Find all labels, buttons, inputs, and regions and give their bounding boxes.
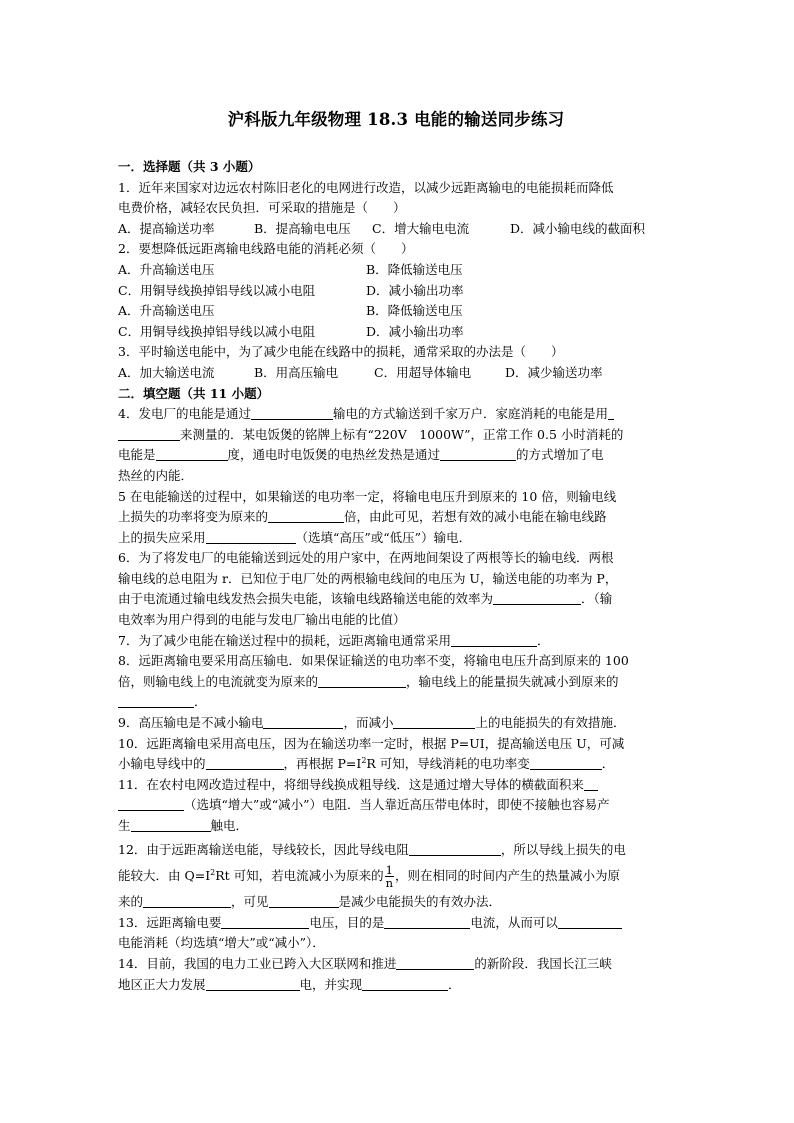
- question-13-line-2: 电能消耗（均选填“增大”或“减小”）．: [118, 935, 325, 951]
- answer-blank[interactable]: [558, 915, 622, 929]
- text: ．（输: [581, 591, 613, 607]
- question-5-line-1: 5 在电能输送的过程中，如果输送的电功率一定，将输电电压升到原来的 10 倍，则输电线: [118, 488, 617, 504]
- question-12-line-1: [118, 840, 674, 861]
- question-13-line-1: [118, 913, 674, 934]
- question-12-line-2: [118, 860, 674, 892]
- superscript: 2: [210, 868, 216, 878]
- superscript: 2: [361, 756, 367, 766]
- question-2-options-row-4: [118, 322, 674, 343]
- document-body: [118, 157, 674, 995]
- text: 电流，从而可以: [470, 914, 558, 930]
- question-8-line-1: 8．远距离输电要采用高压输电．如果保证输送的电功率不变，将输电电压升高到原来的 100: [118, 653, 629, 669]
- question-10: [118, 734, 674, 775]
- answer-blank[interactable]: [268, 509, 344, 523]
- text: ．: [448, 976, 461, 992]
- option-b: B．用高压输电: [254, 364, 339, 380]
- text: ，再根据 P=I: [283, 756, 362, 772]
- question-8-line-2: [118, 672, 674, 693]
- answer-blank[interactable]: [269, 894, 339, 908]
- answer-blank[interactable]: [131, 818, 211, 832]
- answer-blank[interactable]: [384, 915, 470, 929]
- option-a: A．升高输送电压: [118, 261, 215, 277]
- question-6-line-1: 6．为了将发电厂的电能输送到远处的用户家中，在两地间架设了两根等长的输电线．两根: [118, 550, 614, 566]
- option-a: A．升高输送电压: [118, 303, 215, 319]
- question-2: [118, 239, 674, 342]
- text: 上损失的功率将变为原来的: [118, 509, 269, 525]
- option-b: B．提高输电电压: [254, 220, 351, 236]
- text: ，输电线上的能量损失就减小到原来的: [406, 673, 619, 689]
- question-13: [118, 913, 674, 954]
- answer-blank[interactable]: [206, 977, 300, 991]
- question-4-line-1: [118, 404, 674, 425]
- question-5: [118, 487, 674, 549]
- text: ，则在相同的时间内产生的热量减小为原: [394, 868, 620, 884]
- question-11-line-2: [118, 795, 674, 816]
- answer-blank[interactable]: [451, 633, 537, 647]
- text: 倍，则输电线上的电流就变为原来的: [118, 673, 319, 689]
- text: ，所以导线上损失的电: [500, 841, 626, 857]
- answer-blank[interactable]: [396, 956, 474, 970]
- question-14-line-1: [118, 954, 674, 975]
- question-6-line-2: 输电线的总电阻为 r．已知位于电厂处的两根输电线间的电压为 U，输送电能的功率为 P，: [118, 570, 618, 586]
- text: 来测量的．某电饭煲的铭牌上标有“220V 1000W”，正常工作 0.5 小时消耗的: [180, 426, 624, 442]
- question-10-line-1: 10．远距离输电采用高电压，因为在输送功率一定时，根据 P=UI，提高输送电压 U，可减: [118, 735, 625, 751]
- answer-blank[interactable]: [263, 715, 343, 729]
- question-6-line-4: 电效率为用户得到的电能与发电厂输出电能的比值）: [118, 612, 406, 628]
- question-11-line-1: [118, 775, 674, 796]
- text: 能较大．由 Q=I: [118, 868, 211, 884]
- document-title: 沪科版九年级物理 18.3 电能的输送同步练习: [227, 110, 565, 129]
- option-d: D．减小输出功率: [366, 323, 464, 339]
- question-14-line-2: [118, 975, 674, 996]
- answer-blank[interactable]: [493, 591, 581, 605]
- option-b: B．降低输送电压: [366, 303, 463, 319]
- question-1-line-2: 电费价格，减轻农民负担．可采取的措施是（ ）: [118, 200, 406, 216]
- question-2-options-row-1: [118, 260, 674, 281]
- answer-blank[interactable]: [118, 797, 184, 811]
- answer-blank[interactable]: [440, 447, 516, 461]
- question-8: [118, 651, 674, 713]
- text: 4．发电厂的电能是通过: [118, 406, 251, 422]
- text: （选填“增大”或“减小”）电阻．当人靠近高压带电体时，即使不接触也容易产: [184, 797, 610, 813]
- question-2-options-row-2: [118, 281, 674, 302]
- text: 的方式增加了电: [516, 447, 604, 463]
- question-8-line-3: [118, 692, 674, 713]
- answer-blank[interactable]: [409, 842, 501, 856]
- text: 7．为了减少电能在输送过程中的损耗，远距离输电通常采用: [118, 632, 451, 648]
- text: Rt 可知，若电流减小为原来的: [215, 868, 384, 884]
- text: 来的: [118, 894, 144, 910]
- text: 上的损失应采用: [118, 529, 206, 545]
- question-10-line-2: [118, 754, 674, 775]
- text: 13．远距离输电要: [118, 914, 222, 930]
- text: ．: [194, 694, 207, 710]
- text: 上的电能损失的有效措施．: [475, 715, 626, 731]
- option-d: D．减少输送功率: [505, 364, 603, 380]
- text: R 可知，导线消耗的电功率变: [366, 756, 530, 772]
- answer-blank[interactable]: [206, 530, 296, 544]
- answer-blank[interactable]: [118, 694, 194, 708]
- question-6-line-3: [118, 589, 674, 610]
- question-4-line-3: [118, 445, 674, 466]
- answer-blank[interactable]: [221, 915, 309, 929]
- text: 是减少电能损失的有效办法．: [338, 894, 502, 910]
- fraction-one-over-n: [385, 864, 394, 889]
- text: 11．在农村电网改造过程中，将细导线换成粗导线．这是通过增大导体的横截面积来: [118, 776, 584, 792]
- text: 输电的方式输送到千家万户．家庭消耗的电能是用: [332, 406, 608, 422]
- option-b: B．降低输送电压: [366, 261, 463, 277]
- question-1-options: [118, 219, 674, 240]
- question-2-stem: 2．要想降低远距离输电线路电能的消耗必须（ ）: [118, 241, 414, 257]
- answer-blank[interactable]: [608, 406, 614, 420]
- question-4-line-2: [118, 425, 674, 446]
- text: 度，通电时电饭煲的电热丝发热是通过: [227, 447, 441, 463]
- section-multiple-choice-heading: 一．选择题（共 3 小题）: [118, 159, 261, 174]
- text: 生: [118, 818, 131, 833]
- text: （选填“高压”或“低压”）输电．: [295, 529, 472, 545]
- answer-blank[interactable]: [251, 406, 333, 420]
- numerator: 1: [385, 863, 393, 878]
- denominator: n: [385, 876, 394, 891]
- option-d: D．减小输电线的截面积: [510, 220, 646, 236]
- question-5-line-3: [118, 528, 674, 549]
- answer-blank[interactable]: [530, 756, 602, 770]
- question-4: [118, 404, 674, 486]
- answer-blank[interactable]: [362, 977, 448, 991]
- question-11-line-3: [118, 816, 674, 837]
- text: ，而减小: [343, 715, 394, 731]
- option-a: A．加大输送电流: [118, 364, 215, 380]
- text: 9．高压输电是不减小输电: [118, 715, 264, 731]
- text: 电，并实现: [299, 976, 363, 992]
- question-12-line-3: [118, 892, 674, 913]
- text: 电能是: [118, 447, 156, 463]
- question-3-options: [118, 363, 674, 384]
- question-14: [118, 954, 674, 995]
- question-4-line-4: 热丝的内能．: [118, 467, 194, 483]
- text: ．: [601, 756, 615, 772]
- text: 电压，目的是: [309, 914, 385, 930]
- question-6: [118, 548, 674, 630]
- text: 由于电流通过输电线发热会损失电能，该输电线路输送电能的效率为: [118, 591, 494, 607]
- answer-blank[interactable]: [118, 427, 180, 441]
- answer-blank[interactable]: [393, 715, 475, 729]
- question-5-line-2: [118, 507, 674, 528]
- text: ．: [536, 632, 550, 648]
- question-3: [118, 342, 674, 383]
- text: 的新阶段．我国长江三峡: [474, 955, 612, 971]
- question-7: [118, 631, 674, 652]
- question-9: [118, 713, 674, 734]
- text: 12．由于远距离输送电能，导线较长，因此导线电阻: [118, 841, 409, 857]
- question-3-stem: 3．平时输送电能中，为了减少电能在线路中的损耗，通常采取的办法是（ ）: [118, 344, 564, 360]
- option-a: A．提高输送功率: [118, 220, 215, 236]
- text: 小输电导线中的: [118, 756, 206, 772]
- question-1-line-1: 1．近年来国家对边远农村陈旧老化的电网进行改造，以减少远距离输电的电能损耗而降低: [118, 179, 614, 195]
- question-2-options-row-3: [118, 301, 674, 322]
- answer-blank[interactable]: [143, 894, 231, 908]
- text: 14．目前，我国的电力工业已跨入大区联网和推进: [118, 955, 397, 971]
- option-c: C．增大输电电流: [372, 220, 470, 236]
- question-12: [118, 840, 674, 913]
- text: 触电．: [210, 818, 249, 833]
- option-d: D．减小输出功率: [366, 282, 464, 298]
- question-11: [118, 775, 674, 837]
- option-c: C．用铜导线换掉铝导线以减小电阻: [118, 323, 316, 339]
- text: 地区正大力发展: [118, 976, 206, 992]
- option-c: C．用超导体输电: [374, 364, 472, 380]
- text: ，可见: [231, 894, 269, 910]
- option-c: C．用铜导线换掉铝导线以减小电阻: [118, 282, 316, 298]
- text: 倍，由此可见，若想有效的减小电能在输电线路: [344, 509, 607, 525]
- section-fill-in-heading: 二．填空题（共 11 小题）: [118, 385, 270, 401]
- answer-blank[interactable]: [318, 674, 406, 688]
- answer-blank[interactable]: [584, 777, 598, 791]
- question-1: [118, 178, 674, 240]
- answer-blank[interactable]: [206, 756, 284, 770]
- answer-blank[interactable]: [156, 447, 228, 461]
